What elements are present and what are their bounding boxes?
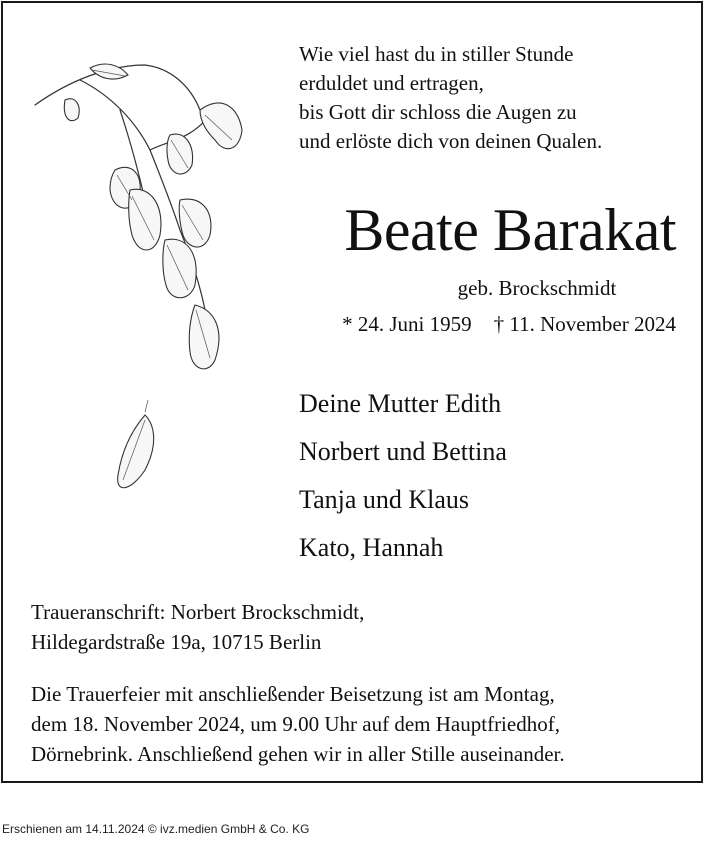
address-line: Traueranschrift: Norbert Brockschmidt,	[31, 600, 365, 624]
publication-footer: Erschienen am 14.11.2024 © ivz.medien GmbH & Co. KG	[2, 822, 310, 836]
birth-date: * 24. Juni 1959	[342, 312, 472, 336]
funeral-ceremony-info	[31, 679, 681, 769]
birch-branch-leaves-icon	[20, 40, 260, 510]
life-dates	[266, 312, 676, 337]
poem-line: bis Gott dir schloss die Augen zu	[299, 100, 577, 124]
ceremony-line: Die Trauerfeier mit anschließender Beisetzung ist am Montag,	[31, 682, 555, 706]
death-date: † 11. November 2024	[493, 312, 676, 336]
family-member: Kato, Hannah	[299, 533, 444, 562]
family-member: Tanja und Klaus	[299, 485, 470, 514]
poem-line: Wie viel hast du in stiller Stunde	[299, 42, 574, 66]
family-member: Deine Mutter Edith	[299, 389, 502, 418]
poem-line: erduldet und ertragen,	[299, 71, 484, 95]
ceremony-line: dem 18. November 2024, um 9.00 Uhr auf dem Hauptfriedhof,	[31, 712, 560, 736]
ceremony-line: Dörnebrink. Anschließend gehen wir in aller Stille auseinander.	[31, 742, 565, 766]
mourning-address	[31, 597, 364, 657]
poem-line: und erlöste dich von deinen Qualen.	[299, 129, 603, 153]
maiden-name: geb. Brockschmidt	[457, 276, 617, 300]
address-line: Hildegardstraße 19a, 10715 Berlin	[31, 630, 322, 654]
family-member: Norbert und Bettina	[299, 437, 507, 466]
deceased-name: Beate Barakat	[344, 197, 676, 263]
poem	[299, 40, 602, 156]
family-list	[299, 380, 507, 572]
